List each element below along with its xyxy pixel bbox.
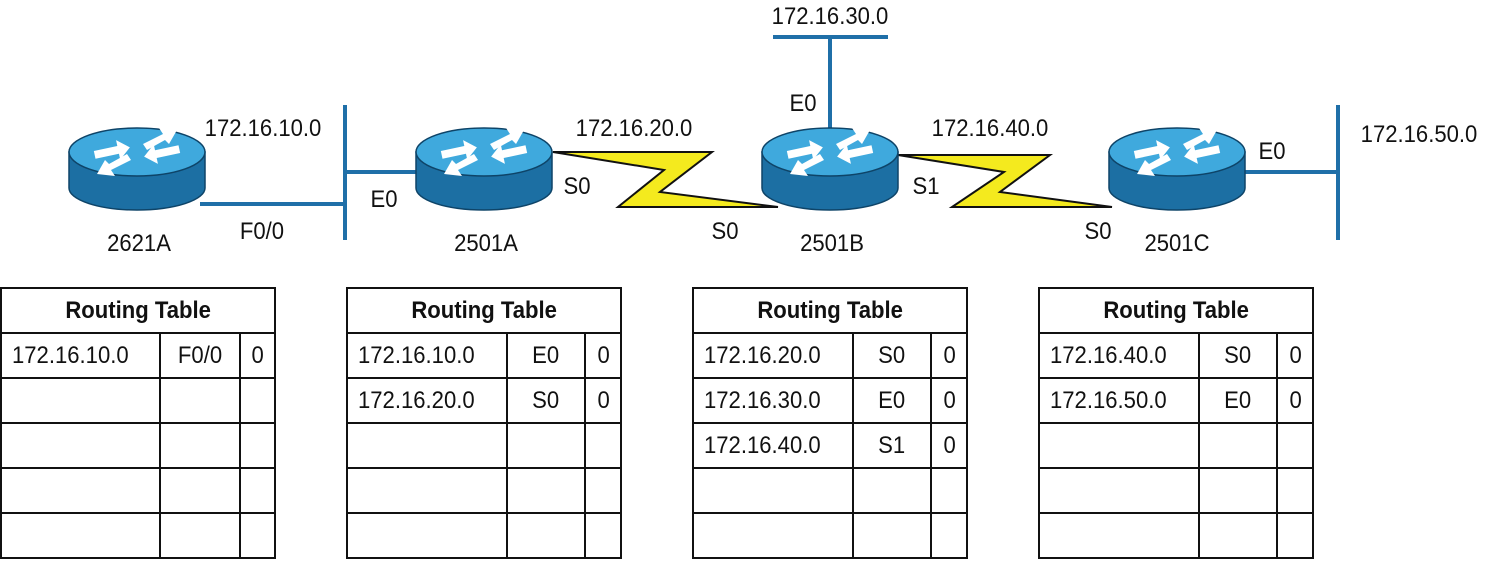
routing-table-title: Routing Table [347, 288, 621, 333]
network-label-172-16-10-0: 172.16.10.0 [204, 115, 322, 142]
routing-table-title: Routing Table [1039, 288, 1313, 333]
table-row [1, 468, 275, 513]
network-label-172-16-50-0: 172.16.50.0 [1360, 121, 1478, 148]
table-row [347, 513, 621, 558]
interface-label-2501b-s0: S0 [711, 218, 739, 245]
table-row [347, 423, 621, 468]
routing-table-2501b [692, 287, 968, 559]
router-label-2501b: 2501B [800, 230, 864, 257]
interface-label-2501b-s1: S1 [912, 173, 940, 200]
interface-label-2501c-s0: S0 [1084, 218, 1112, 245]
routing-table-title: Routing Table [1, 288, 275, 333]
routing-table-2501c [1038, 287, 1314, 559]
network-label-172-16-30-0: 172.16.30.0 [771, 3, 889, 30]
network-label-172-16-20-0: 172.16.20.0 [575, 115, 693, 142]
table-row [1, 513, 275, 558]
routing-table-2501a [346, 287, 622, 559]
table-row [1, 423, 275, 468]
table-row [347, 468, 621, 513]
table-row [1039, 513, 1313, 558]
router-icon-2501b [762, 128, 898, 210]
table-row: 172.16.10.0 E0 0 [347, 333, 621, 378]
router-icon-2501a [416, 128, 552, 210]
interface-label-2501a-e0: E0 [370, 186, 398, 213]
network-label-172-16-40-0: 172.16.40.0 [931, 115, 1049, 142]
interface-label-2501a-s0: S0 [563, 173, 591, 200]
table-row: 172.16.20.0 S0 0 [347, 378, 621, 423]
interface-label-2621a-f0-0: F0/0 [239, 218, 285, 245]
router-label-2501c: 2501C [1144, 230, 1210, 257]
router-label-2621a: 2621A [107, 230, 171, 257]
table-row: 172.16.30.0 E0 0 [693, 378, 967, 423]
interface-label-2501c-e0: E0 [1258, 138, 1286, 165]
routing-table-title: Routing Table [693, 288, 967, 333]
router-label-2501a: 2501A [454, 230, 518, 257]
table-row: 172.16.40.0 S1 0 [693, 423, 967, 468]
interface-label-2501b-e0: E0 [789, 90, 817, 117]
table-row: 172.16.10.0 F0/0 0 [1, 333, 275, 378]
routing-table-2621a [0, 287, 276, 559]
table-row [693, 468, 967, 513]
router-icon-2501c [1109, 128, 1245, 210]
table-row: 172.16.40.0 S0 0 [1039, 333, 1313, 378]
table-row [1039, 423, 1313, 468]
table-row [1039, 468, 1313, 513]
table-row: 172.16.20.0 S0 0 [693, 333, 967, 378]
table-row: 172.16.50.0 E0 0 [1039, 378, 1313, 423]
router-icon-2621a [69, 128, 205, 210]
table-row [1, 378, 275, 423]
table-row [693, 513, 967, 558]
